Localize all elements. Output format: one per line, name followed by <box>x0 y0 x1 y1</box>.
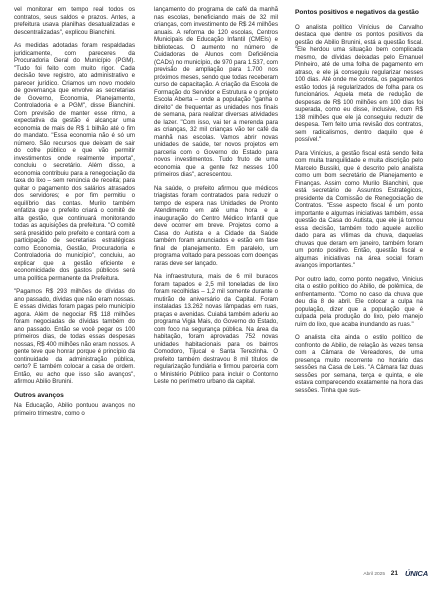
paragraph: As medidas adotadas foram respaldadas juridicamente, com pareceres da Procuradoria Geral do Município (PGM). "Tudo foi feito com muito rigor. Cada decisão teve registro, ato administrativo e parecer jurídico. Criamos um novo modelo de governança que envolve as secretarias de Governo, Economia, Planejamento, Controladoria e a PGM", disse Bianchini. Com previsão de manter esse ritmo, a expectativa da gestão é alcançar uma economia de mais de R$ 1 bilhão até o fim do mandato. "Essa economia não é só um número. São recursos que deixam de sair do cofre público e que vão permitir investimentos onde realmente importa", concluiu o secretário. Além disso, a economia contribuiu para a renegociação da taxa do lixo – sem renúncia de receita; para quitar o pagamento dos salários atrasados dos servidores; e por fim permitiu o equilíbrio das contas. Murilo também enfatiza que o prefeito criará o comitê de alta gestão, que continuará monitorando todas as aquisições da prefeitura. "O comitê será presidido pelo prefeito e contará com a participação de secretarias estratégicas como Economia, Gestão, Procuradoria e Controladoria do município", concluiu, ao explicar que a gestão eficiente e economicidade dos gastos públicos será uma política permanente da Prefeitura. <box>14 42 135 282</box>
section-heading-outros-avancos: Outros avanços <box>14 391 64 399</box>
paragraph: Por outro lado, como ponto negativo, Vinicius cita o estilo político do Abilio, de polêmica, de enfrentamento. "Como no caso da chuva que deu dia 8 de abril. Ele colocar a culpa na população, dizer que a população que é culpada pela produção do lixo, pelo manejo ruim do lixo, que acaba inundando as ruas." <box>295 275 423 328</box>
paragraph: O analista político Vinícius de Carvalho destaca que dentre os pontos positivos da gestão de Abilio Brunini, está a questão fiscal. "Ele herdou uma situação bem complicada mesmo, de dívidas deixadas pelo Emanuel Pinheiro, até de uma folha de pagamento em atraso, e ele já conseguiu regularizar nesses 100 dias. Até onde me consta, os pagamentos estão todos já regularizados de folha para os funcionários. Aquela meta de redução de despesas de R$ 100 milhões em 100 dias foi superada, como eu disse, inclusive, com R$ 138 milhões que ele já conseguiu reduzir de despesa. Tem feito uma revisão dos contratos, sem radicalismos, dentro daquilo que é possível." <box>295 23 423 144</box>
page-number: 21 <box>390 570 398 577</box>
paragraph: "Pagamos R$ 293 milhões de dívidas do ano passado, dívidas que não eram nossas. E essas dívidas foram pagas pelo município agora. Além de negociar R$ 118 milhões foram negociadas de dívidas também do ano passado. Então se você pegar os 100 primeiros dias, de todas essas despesas nossas, R$ 400 milhões não eram nossos. A gente teve que honrar porque é princípio da continuidade da administração pública, certo? E também colocar a casa de ordem. Então, eu acho que isso são avanços", afirmou Abilio Brunini. <box>14 288 135 385</box>
paragraph: Na Educação, Abilio pontuou avanços no primeiro trimestre, como o <box>14 402 135 417</box>
paragraph: Para Vinícius, a gestão fiscal está sendo feita com muita tranquilidade e muita discrição pelo Marcelo Bussiki, que é descrito pelo analista como um bom secretário de Planejamento e Finanças. Assim como Murilo Bianchini, que está secretário de Assuntos Estratégicos, presidente da Comissão de Renegociação de Contratos. "Esse aspecto fiscal é um ponto importante e algumas iniciativas também, essa questão da Casa do Autista, que ele já tomou essa decisão, também todo aquele auxílio dado para as vítimas da chuva, daquelas chuvas que deram em janeiro, também foram um ponto positivo. Então, questão fiscal e algumas iniciativas na área social foram avanços importantes." <box>295 149 423 270</box>
paragraph: vel monitorar em tempo real todos os contratos, seus saldos e prazos. Antes, a prefeitura usava planilhas desatualizadas e descentralizadas", explicou Bianchini. <box>14 6 135 36</box>
article-column-3 <box>295 6 423 566</box>
paragraph: O analista cita ainda o estilo político de confronto de Abilio, de relação às vezes tensa com a Câmara de Vereadores, de uma presença muito recorrente no horário das sessões na Casa de Leis. "A Câmara faz duas sessões por semana, terça e quinta, e ele estava comparecendo exatamente na hora das sessões. Tinha que sus- <box>295 334 423 394</box>
section-heading-pontos-positivos: Pontos positivos e negativos da gestão <box>295 9 419 16</box>
magazine-logo: ÚNICA <box>404 569 428 578</box>
paragraph: lançamento do programa de café da manhã nas escolas, beneficiando mais de 32 mil crianças, com investimento de R$ 24 milhões anuais. A reforma de 120 escolas, Centros Municipais de Educação Infantil (CMEIs) e bibliotecas. O aumento no número de Cuidadoras de Alunos com Deficiência (CADs) no município, de 970 para 1.537, com previsão de ampliação para 1.700 nos próximos meses, sendo que todas receberam curso de capacitação. A criação da Escola de Formação do Servidor e Estrutura e o projeto Escola Aberta – onde a população "ganha o direito" de frequentar as unidades nos finais de semana, para realizar diversas atividades de lazer. "Com isso, vai ter a merenda para as crianças, 32 mil crianças vão ter café da manhã nas escolas. Vamos abrir novas unidades de saúde, ter novos projetos em parceria com o Governo do Estado para novos investimentos. Tudo fruto de uma economia que a gente fez nesses 100 primeiros dias", acrescentou. <box>154 6 278 178</box>
paragraph: Na infraestrutura, mais de 6 mil buracos foram tapados e 2,5 mil toneladas de lixo foram recolhidas – 1,2 mil somente durante o mutirão de aniversário da Capital. Foram instaladas 13.262 novas lâmpadas em ruas, praças e avenidas. Cuiabá também aderiu ao programa Vigia Mais, do Governo do Estado, com foco na segurança pública. Na área da habitação, foram aprovadas 752 novas unidades habitacionais para os bairros Comodoro, Tijucal e Santa Terezinha. O prefeito também destravou 8 mil títulos de regularização fundiária e firmou parceria com o Ministério Público para incluir o Contorno Leste no perímetro urbano da capital. <box>154 273 278 385</box>
issue-date: Abril 2025 <box>363 572 385 577</box>
article-column-1 <box>14 6 135 566</box>
article-column-2 <box>154 6 278 566</box>
paragraph: Na saúde, o prefeito afirmou que médicos triagistas foram contratados para reduzir o tempo de espera nas Unidades de Pronto Atendimento em até uma hora e a inauguração do Centro Médico Infantil que deve ocorrer em breve. Projetos como a Casa do Autista e a Cidade da Saúde também foram anunciados e estão em fase final de planejamento. Em paralelo, um programa voltado para pessoas com doenças raras deve ser lançado. <box>154 184 278 267</box>
page-footer <box>0 570 440 584</box>
